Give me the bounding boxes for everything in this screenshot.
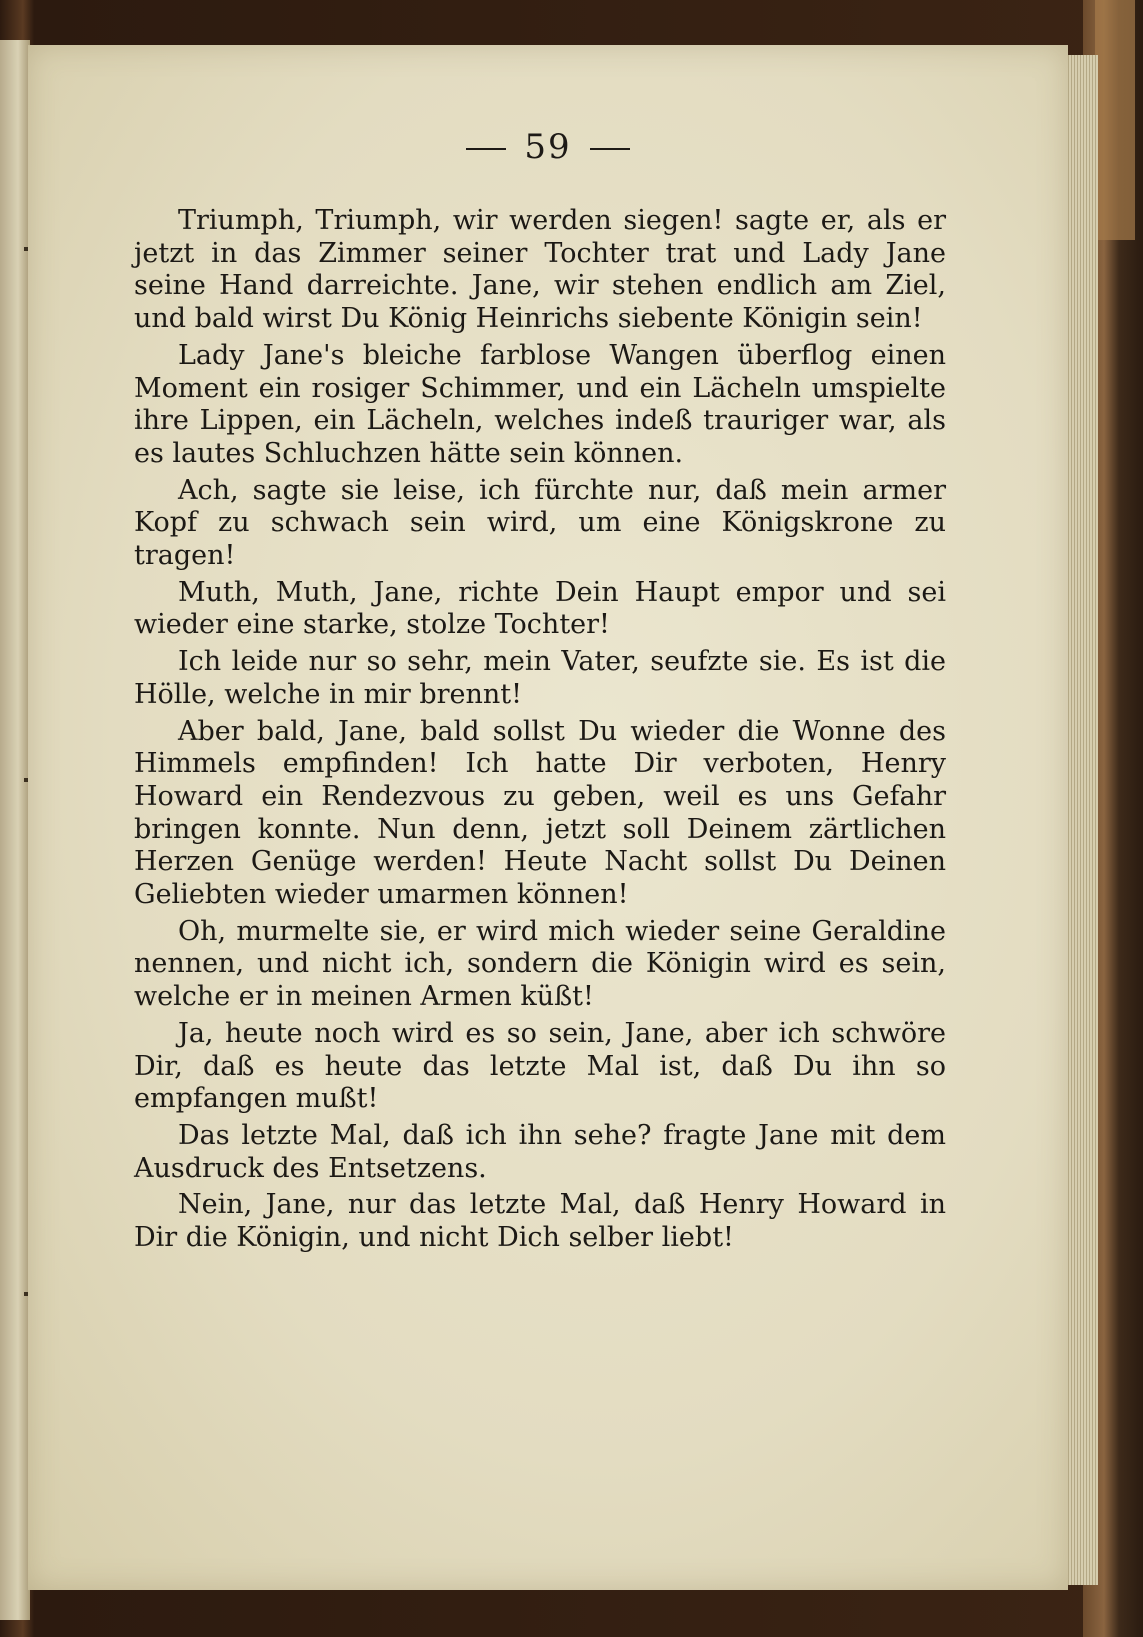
page-number: 59: [524, 127, 572, 167]
dash-left: [466, 148, 506, 150]
previous-page-edge: [0, 40, 30, 1620]
paragraph: Ich leide nur so sehr, mein Vater, seufzte sie. Es ist die Hölle, welche in mir brennt!: [134, 646, 946, 710]
paragraph: Oh, murmelte sie, er wird mich wieder seine Geraldine nennen, und nicht ich, sondern die Königin wird es sein, welche er in meinen Armen küßt!: [134, 915, 946, 1013]
body-text: [134, 205, 946, 1259]
paragraph: Aber bald, Jane, bald sollst Du wieder die Wonne des Himmels empfinden! Ich hatte Dir verboten, Henry Howard ein Rendezvous zu geben, weil es uns Gefahr bringen konnte. Nun denn, jetzt soll Deinem zärtlichen Herzen Genüge werden! Heute Nacht sollst Du Deinen Geliebten wieder umarmen können!: [134, 715, 946, 911]
paragraph: Ach, sagte sie leise, ich fürchte nur, daß mein armer Kopf zu schwach sein wird, um eine Königskrone zu tragen!: [134, 474, 946, 572]
paragraph: Lady Jane's bleiche farblose Wangen überflog einen Moment ein rosiger Schimmer, und ein Lächeln umspielte ihre Lippen, ein Lächeln, welches indeß trauriger war, als es lautes Schluchzen hätte sein können.: [134, 339, 946, 469]
dash-right: [590, 148, 630, 150]
paragraph: Nein, Jane, nur das letzte Mal, daß Henry Howard in Dir die Königin, und nicht Dich selber liebt!: [134, 1189, 946, 1254]
paragraph: Das letzte Mal, daß ich ihn sehe? fragte Jane mit dem Ausdruck des Entsetzens.: [134, 1119, 946, 1184]
paragraph: Triumph, Triumph, wir werden siegen! sagte er, als er jetzt in das Zimmer seiner Tochter trat und Lady Jane seine Hand darreichte. Jane, wir stehen endlich am Ziel, und bald wirst Du König Heinrichs siebente Königin sein!: [134, 205, 946, 335]
book-page: [28, 45, 1068, 1590]
paragraph: Muth, Muth, Jane, richte Dein Haupt empor und sei wieder eine starke, stolze Tochter!: [134, 576, 946, 641]
paragraph: Ja, heute noch wird es so sein, Jane, aber ich schwöre Dir, daß es heute das letzte Mal ist, daß Du ihn so empfangen mußt!: [134, 1017, 946, 1115]
cover-corner-wear: [1095, 0, 1135, 240]
page-number-header: [28, 127, 1068, 167]
